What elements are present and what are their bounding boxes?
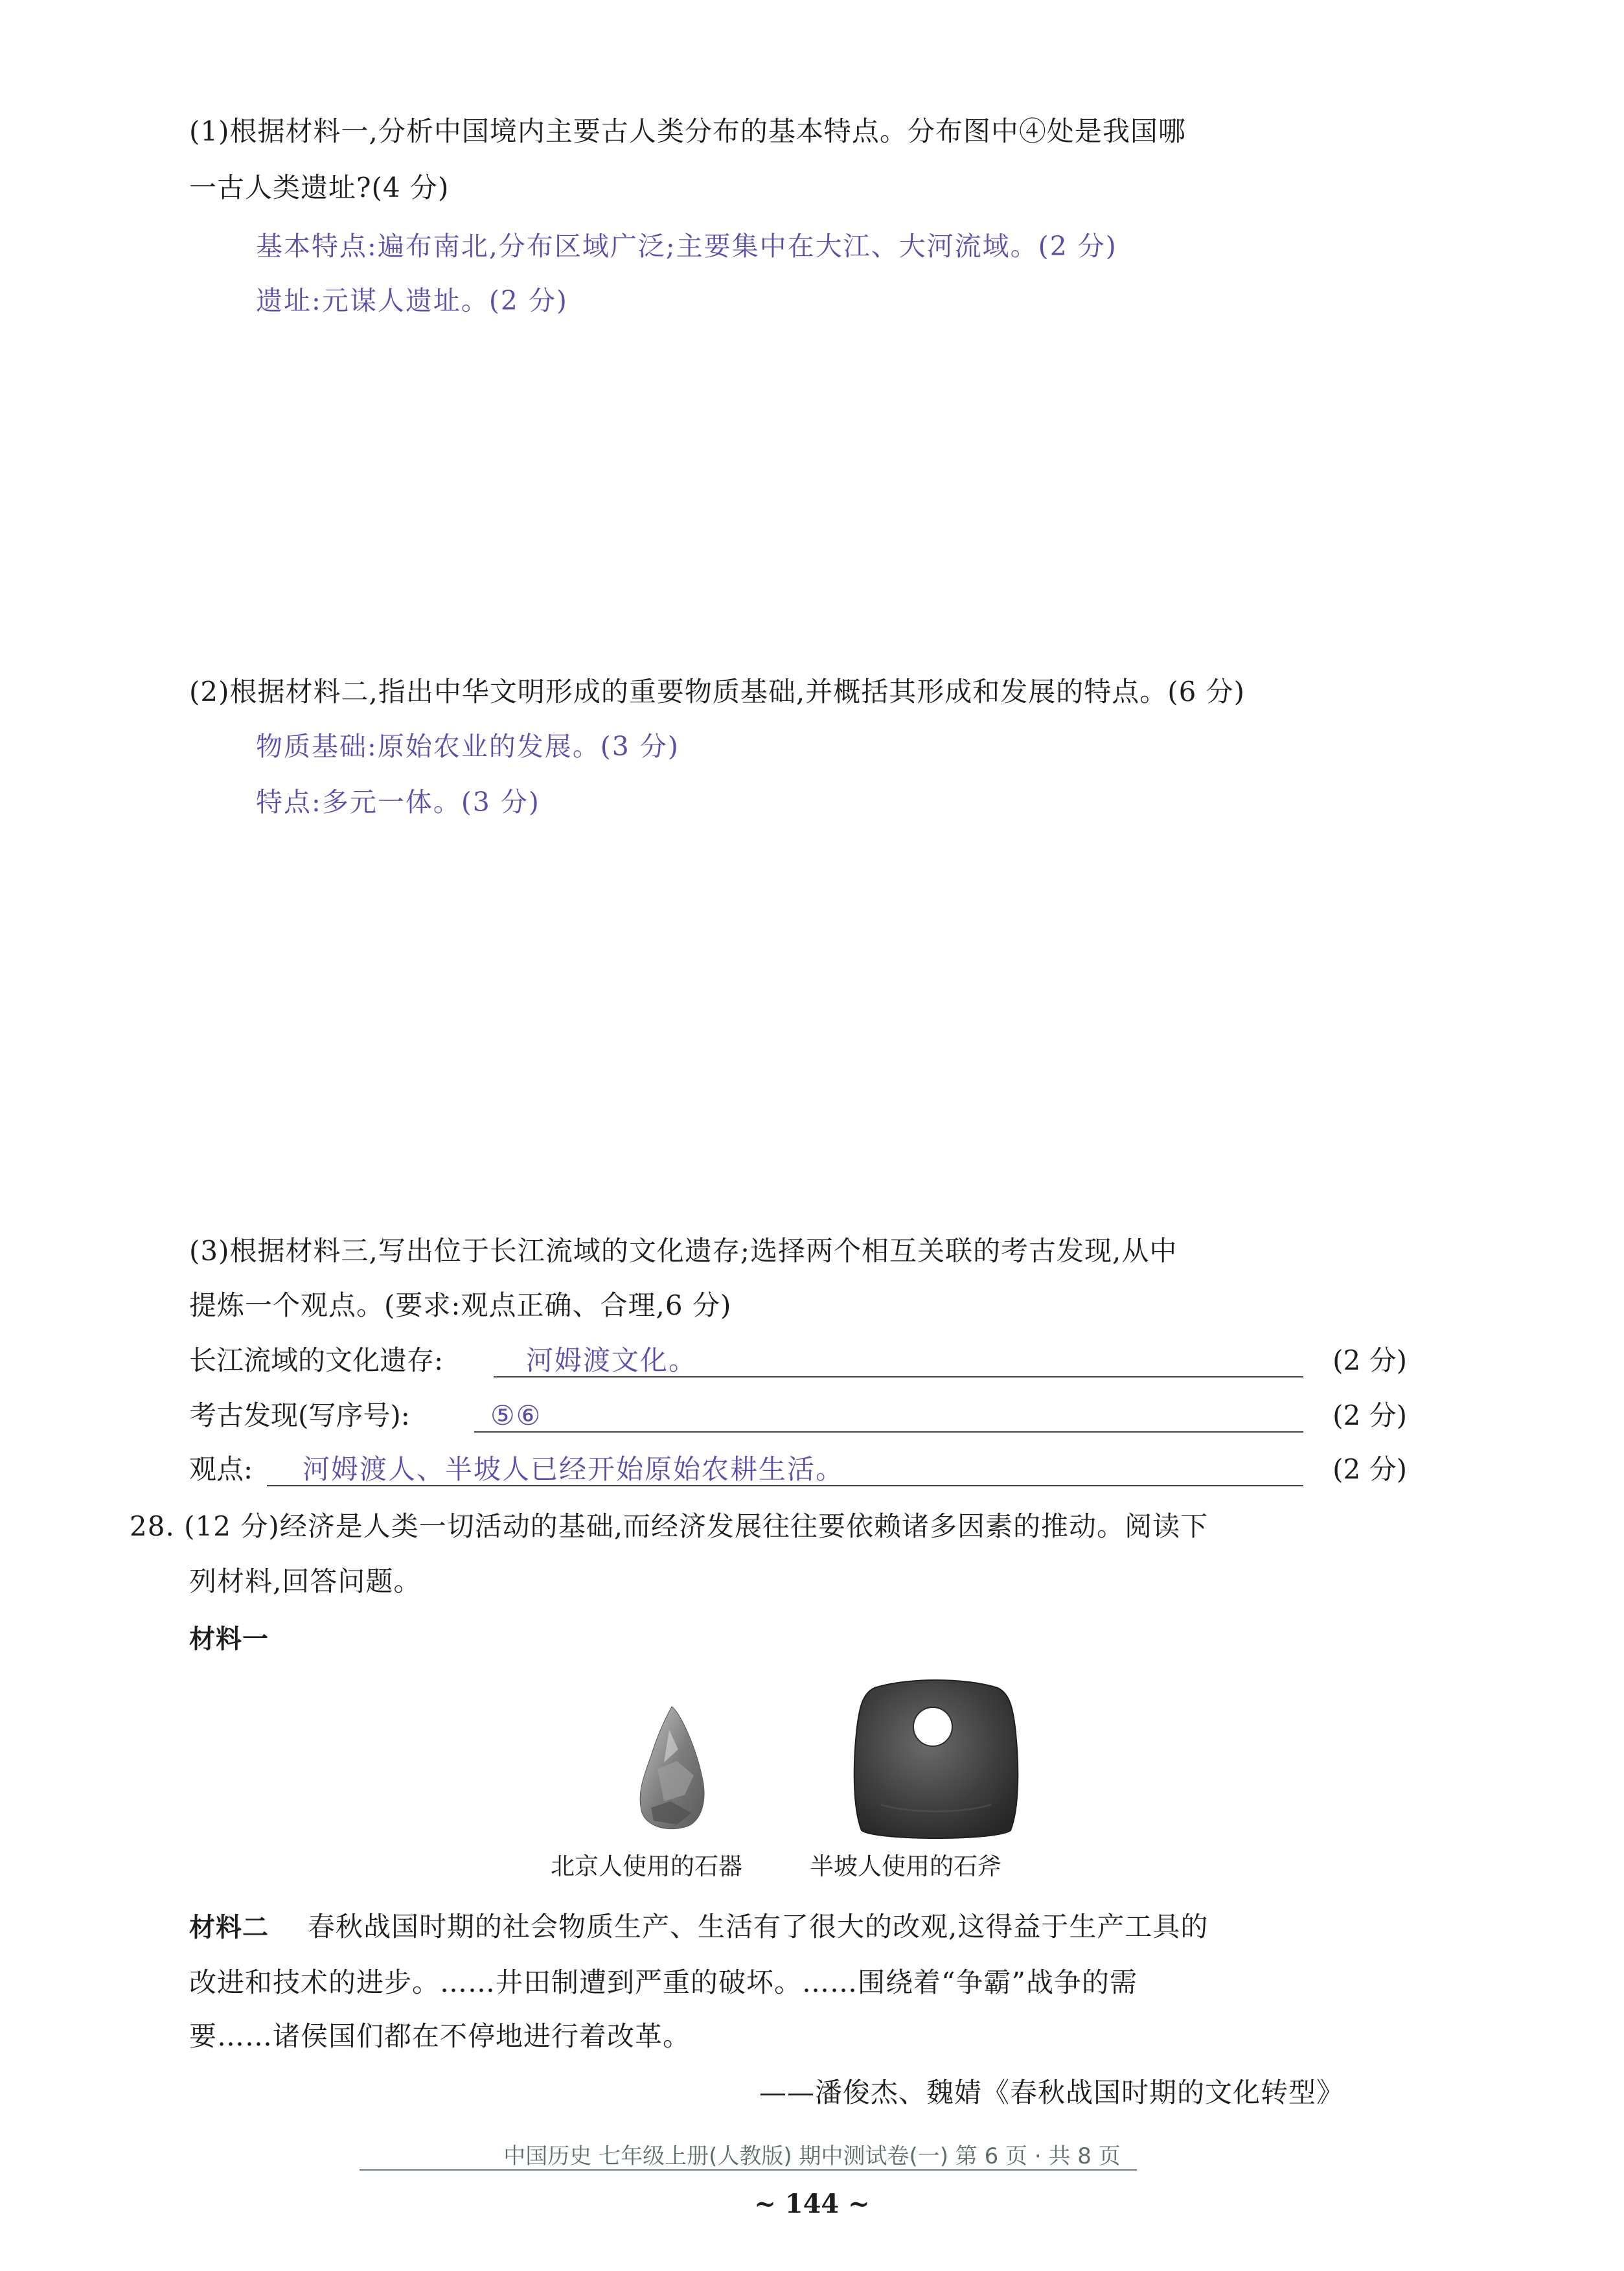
q3-fill-culture-score: (2 分) (1332, 1344, 1407, 1376)
q3-fill-finding-row (189, 1398, 1407, 1436)
page-footer-title: 中国历史 七年级上册(人教版) 期中测试卷(一) 第 6 页 · 共 8 页 (503, 2143, 1121, 2169)
q3-fill-view-score: (2 分) (1332, 1453, 1407, 1485)
q3-fill-view-answer: 河姆渡人、半坡人已经开始原始农耕生活。 (303, 1453, 845, 1485)
q1-answer-site: 遗址:元谋人遗址。(2 分) (256, 285, 568, 316)
q3-fill-finding-label: 考古发现(写序号): (189, 1400, 410, 1431)
stone-tool-image (632, 1704, 713, 1834)
q3-fill-culture-label: 长江流域的文化遗存: (189, 1344, 444, 1376)
q28-material2-source: ——潘俊杰、魏婧《春秋战国时期的文化转型》 (759, 2077, 1345, 2108)
footer-rule (360, 2169, 1137, 2171)
q3-fill-view-row (189, 1451, 1407, 1490)
caption-banpo-axe: 半坡人使用的石斧 (810, 1852, 1001, 1880)
q1-stem-line1: (1)根据材料一,分析中国境内主要古人类分布的基本特点。分布图中④处是我国哪 (189, 115, 1186, 147)
q2-stem-line1: (2)根据材料二,指出中华文明形成的重要物质基础,并概括其形成和发展的特点。(6 分) (189, 676, 1246, 708)
q28-material2-line2: 改进和技术的进步。……井田制遭到严重的破坏。……围绕着“争霸”战争的需 (189, 1966, 1138, 1998)
caption-peking-man-tool: 北京人使用的石器 (551, 1852, 742, 1880)
q28-material2-text1: 春秋战国时期的社会物质生产、生活有了很大的改观,这得益于生产工具的 (308, 1911, 1209, 1942)
q28-stem-line2: 列材料,回答问题。 (189, 1565, 422, 1597)
page-number: ~ 144 ~ (754, 2189, 870, 2219)
q3-stem-line2: 提炼一个观点。(要求:观点正确、合理,6 分) (189, 1289, 732, 1321)
q3-fill-finding-score: (2 分) (1332, 1400, 1407, 1431)
q28-stem-line1: 28. (12 分)经济是人类一切活动的基础,而经济发展往往要依赖诸多因素的推动。阅读下 (130, 1510, 1209, 1542)
q3-fill-view-label: 观点: (189, 1453, 253, 1485)
q3-fill-finding-answer: ⑤⑥ (490, 1400, 542, 1431)
q1-stem-line2: 一古人类遗址?(4 分) (189, 172, 450, 203)
q3-stem-line1: (3)根据材料三,写出位于长江流域的文化遗存;选择两个相互关联的考古发现,从中 (189, 1235, 1178, 1267)
q28-material1-title: 材料一 (189, 1624, 269, 1654)
q28-material2-line3: 要……诸侯国们都在不停地进行着改革。 (189, 2020, 691, 2052)
q28-material2-line1 (189, 1909, 1208, 1946)
q3-fill-finding-underline (474, 1431, 1303, 1433)
stone-axe-image (849, 1675, 1024, 1847)
q2-answer-feature: 特点:多元一体。(3 分) (256, 787, 540, 818)
q28-material2-title: 材料二 (189, 1913, 269, 1942)
q1-answer-features: 基本特点:遍布南北,分布区域广泛;主要集中在大江、大河流域。(2 分) (256, 231, 1117, 262)
q3-fill-culture-row (189, 1343, 1407, 1381)
q2-answer-basis: 物质基础:原始农业的发展。(3 分) (256, 731, 680, 762)
q3-fill-culture-answer: 河姆渡文化。 (526, 1344, 698, 1376)
